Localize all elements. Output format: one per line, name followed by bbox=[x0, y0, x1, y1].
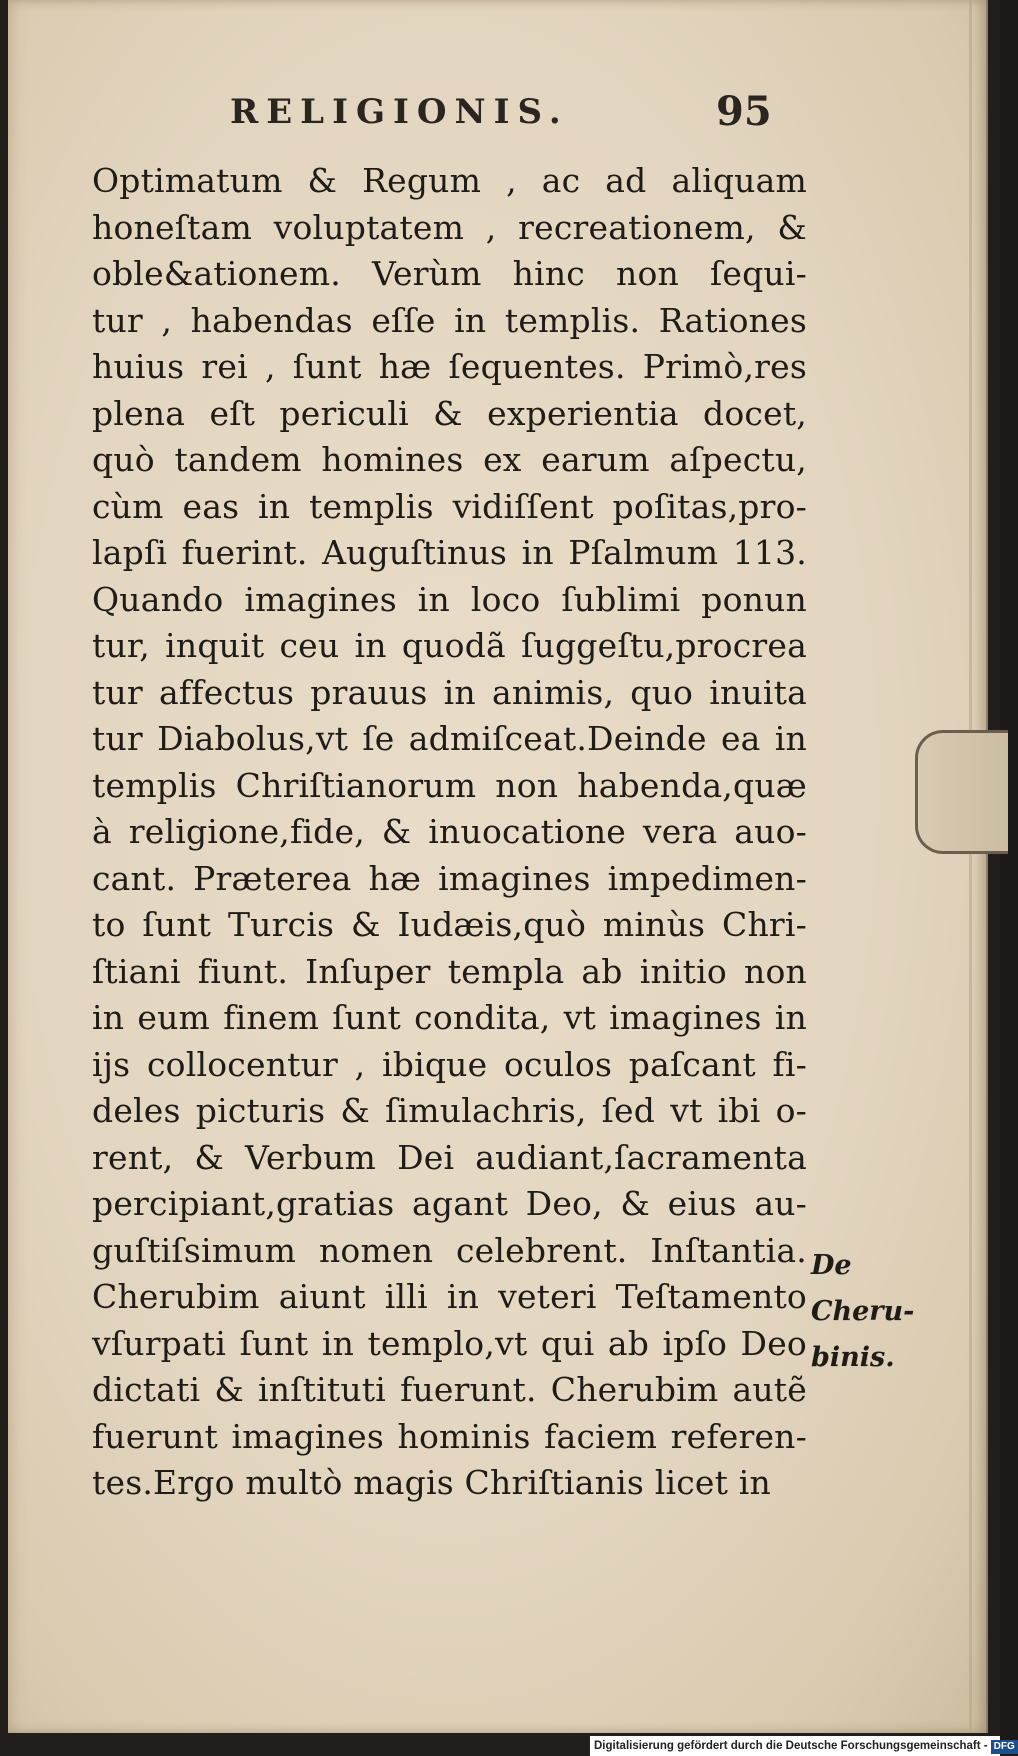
marginal-note bbox=[811, 1243, 941, 1381]
text-line: tes.Ergo multò magis Chriſtianis licet in bbox=[92, 1463, 771, 1502]
text-line: in eum finem ſunt condita, vt imagines in bbox=[92, 998, 807, 1037]
text-line: tur, inquit ceu in quodã ſuggeſtu,procrea bbox=[92, 626, 807, 665]
text-line: ijs collocentur , ibique oculos paſcant fi- bbox=[92, 1044, 807, 1084]
page-header bbox=[118, 88, 778, 138]
text-line: lapſi fuerint. Auguſtinus in Pſalmum 113. bbox=[92, 533, 807, 572]
text-line: tur Diabolus,vt ſe admiſceat.Deinde ea in bbox=[92, 719, 807, 758]
text-line: tur affectus prauus in animis, quo inuita bbox=[92, 672, 807, 712]
digitization-credit bbox=[590, 1736, 1015, 1756]
text-line: deles picturis & ſimulachris, ſed vt ibi o- bbox=[92, 1091, 807, 1130]
text-line: cùm eas in templis vidiſſent poſitas,pro- bbox=[92, 486, 807, 526]
text-line: cant. Præterea hæ imagines impedimen- bbox=[92, 858, 807, 898]
text-line: Cherubim aiunt illi in veteri Teſtamento bbox=[92, 1277, 807, 1316]
marginal-note-line: De Cheru- bbox=[811, 1250, 915, 1327]
text-line: honeſtam voluptatem , recreationem, & bbox=[92, 207, 807, 247]
text-line: huius rei , ſunt hæ ſequentes. Primò,res bbox=[92, 347, 807, 386]
text-line: ſtiani fiunt. Inſuper templa ab initio non bbox=[92, 951, 807, 991]
body-text bbox=[92, 158, 807, 1507]
marginal-note-line: binis. bbox=[811, 1342, 895, 1373]
text-line: quò tandem homines ex earum aſpectu, bbox=[92, 440, 807, 479]
text-line: to ſunt Turcis & Iudæis,quò minùs Chri- bbox=[92, 905, 807, 944]
text-line: rent, & Verbum Dei audiant,ſacramenta bbox=[92, 1137, 807, 1177]
text-line: à religione,fide, & inuocatione vera auo- bbox=[92, 812, 807, 851]
text-line: tur , habendas eſſe in templis. Rationes bbox=[92, 300, 807, 340]
text-line: oble&ationem. Verùm hinc non ſequi- bbox=[92, 254, 807, 293]
running-title: RELIGIONIS. bbox=[230, 92, 569, 132]
text-line: fuerunt imagines hominis faciem referen- bbox=[92, 1416, 807, 1456]
credit-text: Digitalisierung gefördert durch die Deutsche Forschungsgemeinschaft - bbox=[594, 1740, 988, 1752]
text-line: Quando imagines in loco ſublimi ponun bbox=[92, 579, 807, 619]
text-line: percipiant,gratias agant Deo, & eius au- bbox=[92, 1184, 807, 1223]
text-line: templis Chriſtianorum non habenda,quæ bbox=[92, 765, 807, 805]
text-line: vſurpati ſunt in templo,vt qui ab ipſo Deo bbox=[92, 1323, 807, 1363]
text-line: guſtiſsimum nomen celebrent. Inſtantia. bbox=[92, 1230, 807, 1270]
book-page bbox=[8, 0, 988, 1733]
text-line: dictati & inſtituti fuerunt. Cherubim autẽ bbox=[92, 1370, 807, 1409]
page-edge bbox=[969, 0, 972, 1733]
dfg-logo: DFG bbox=[991, 1740, 1018, 1754]
page-number: 95 bbox=[716, 88, 772, 135]
text-line: Optimatum & Regum , ac ad aliquam bbox=[92, 161, 807, 200]
text-line: plena eſt periculi & experientia docet, bbox=[92, 393, 807, 433]
book-clasp bbox=[915, 730, 1008, 854]
